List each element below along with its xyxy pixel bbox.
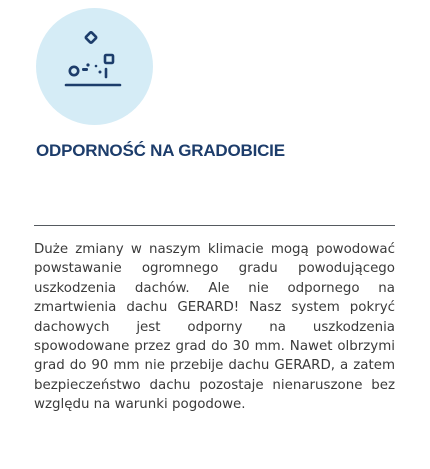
feature-description: Duże zmiany w naszym klimacie mogą powodować powstawanie ogromnego gradu powodującego uszkodzenia dachów. Ale nie odpornego na zmartwienia dachu GERARD! Nasz system pokryć dachowych jest odporny na uszkodzenia spowodowane przez grad do 30 mm. Nawet olbrzymi grad do 90 mm nie przebije dachu GERARD, a zatem bezpieczeństwo dachu pozostaje nienaruszone bez względu na warunki pogodowe. — [34, 242, 395, 413]
icon-badge — [36, 8, 153, 125]
hailstones-icon — [36, 8, 153, 125]
feature-title: ODPORNOŚĆ NA GRADOBICIE — [36, 141, 285, 160]
divider — [34, 225, 395, 226]
